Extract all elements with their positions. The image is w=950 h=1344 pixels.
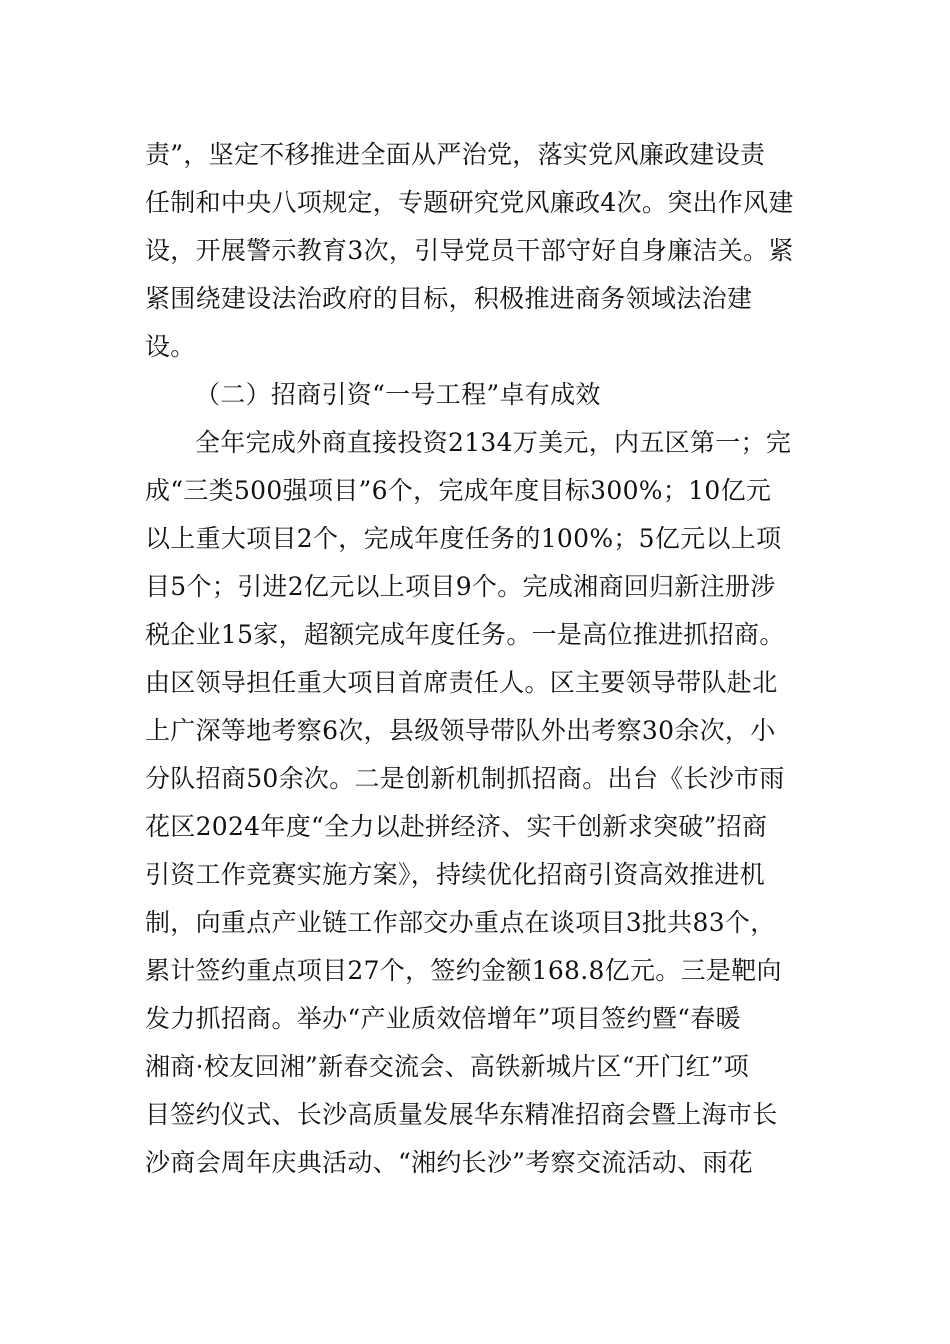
text-line: 目签约仪式、长沙高质量发展华东精准招商会暨上海市长 — [145, 1100, 778, 1129]
text-line: 目5个；引进2亿元以上项目9个。完成湘商回归新注册涉 — [145, 572, 776, 601]
text-line: 任制和中央八项规定，专题研究党风廉政4次。突出作风建 — [145, 188, 794, 217]
text-line: 发力抓招商。举办“产业质效倍增年”项目签约暨“春暖 — [145, 1004, 741, 1033]
text-line: 湘商·校友回湘”新春交流会、高铁新城片区“开门红”项 — [145, 1052, 750, 1081]
text-line: 花区2024年度“全力以赴拼经济、实干创新求突破”招商 — [145, 812, 768, 841]
text-line: 沙商会周年庆典活动、“湘约长沙”考察交流活动、雨花 — [145, 1148, 754, 1177]
text-line: 上广深等地考察6次，县级领导带队外出考察30余次，小 — [145, 716, 776, 745]
text-line: 以上重大项目2个，完成年度任务的100%；5亿元以上项 — [145, 524, 782, 553]
text-line: 分队招商50余次。二是创新机制抓招商。出台《长沙市雨 — [145, 764, 785, 793]
text-line: 累计签约重点项目27个，签约金额168.8亿元。三是靶向 — [145, 956, 782, 985]
text-line: 由区领导担任重大项目首席责任人。区主要领导带队赴北 — [145, 668, 778, 697]
paragraph-first-line: 全年完成外商直接投资2134万美元，内五区第一；完 — [195, 428, 792, 457]
text-line: 成“三类500强项目”6个，完成年度目标300%；10亿元 — [145, 476, 772, 505]
text-line: 税企业15家，超额完成年度任务。一是高位推进抓招商。 — [145, 620, 785, 649]
text-line: 设。 — [145, 332, 196, 361]
section-heading: （二）招商引资“一号工程”卓有成效 — [195, 380, 601, 409]
text-line: 紧围绕建设法治政府的目标，积极推进商务领域法治建 — [145, 284, 753, 313]
text-line: 引资工作竞赛实施方案》，持续优化招商引资高效推进机 — [145, 860, 766, 889]
text-line: 制，向重点产业链工作部交办重点在谈项目3批共83个， — [145, 908, 776, 937]
text-line: 设，开展警示教育3次，引导党员干部守好自身廉洁关。紧 — [145, 236, 794, 265]
text-line: 责”，坚定不移推进全面从严治党，落实党风廉政建设责 — [145, 140, 766, 169]
